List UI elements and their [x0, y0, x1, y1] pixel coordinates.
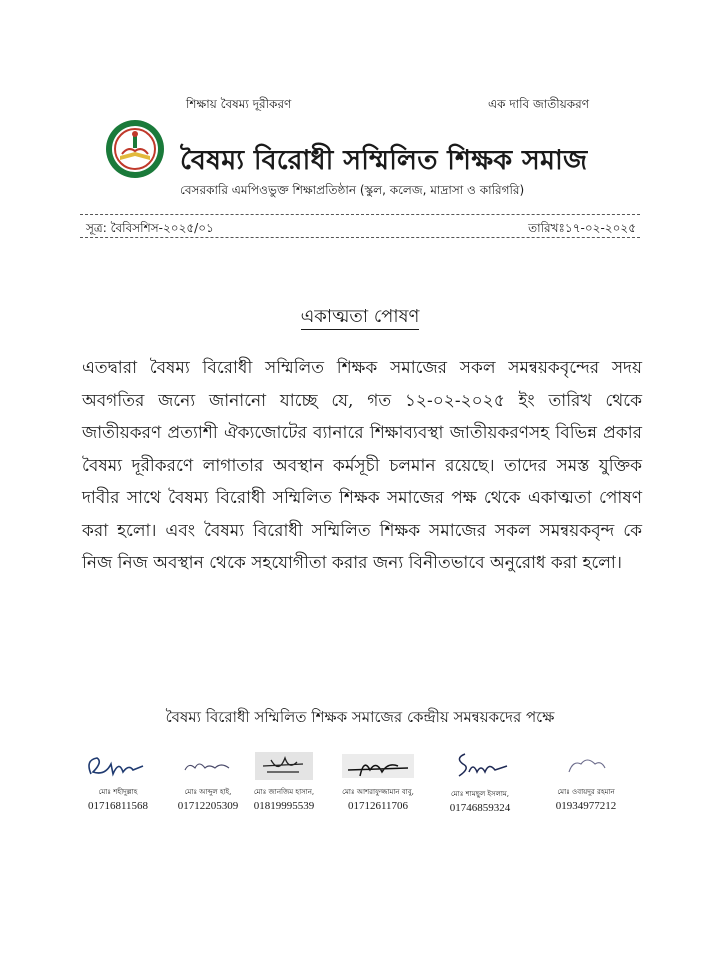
organization-title: বৈষম্য বিরোধী সম্মিলিত শিক্ষক সমাজ	[180, 145, 588, 176]
signatory-phone: 01716811568	[87, 800, 149, 812]
signatory-1	[70, 750, 166, 812]
letter-date: তারিখঃ১৭-০২-২০২৫	[528, 221, 636, 235]
signature-2-image	[173, 750, 243, 782]
signatory-6	[538, 750, 634, 812]
signature-1-image	[83, 750, 153, 782]
document-title-text: একাত্মতা পোষণ	[301, 306, 420, 330]
divider-top	[80, 214, 640, 215]
signatory-3	[236, 750, 332, 812]
circular-emblem-with-open-book-icon	[104, 118, 166, 180]
signatory-name: মোঃ জানজিম হাসান,	[253, 788, 315, 796]
signatory-4	[330, 750, 426, 812]
signatory-name: মোঃ শামছুল ইসলাম,	[450, 790, 510, 798]
signature-6-image	[551, 750, 621, 782]
reference-number: সূত্র: বৈবিসশিস-২০২৫/০১	[86, 221, 214, 235]
signatory-name: মোঃ আব্দুল হাই,	[184, 788, 232, 796]
signatory-name: মোঃ ওবায়দুর রহমান	[557, 788, 615, 796]
signatory-name: মোঃ শহীদুল্লাহ	[98, 788, 138, 796]
signature-5-image	[445, 750, 515, 784]
signatory-phone: 01934977212	[555, 800, 617, 812]
signatory-5	[432, 750, 528, 814]
on-behalf-line: বৈষম্য বিরোধী সম্মিলিত শিক্ষক সমাজের কেন্দ্রীয় সমন্বয়কদের পক্ষে	[165, 708, 555, 726]
signature-4-image	[340, 750, 416, 782]
slogan-right: এক দাবি জাতীয়করণ	[488, 97, 590, 111]
slogan-left: শিক্ষায় বৈষম্য দূরীকরণ	[186, 97, 292, 111]
document-title	[0, 302, 720, 333]
signatory-phone: 01819995539	[253, 800, 315, 812]
signatory-name: মোঃ আশরাফুজ্জামান বাবু,	[342, 788, 414, 796]
signatory-phone: 01712205309	[177, 800, 239, 812]
signature-3-image	[249, 750, 319, 782]
signatory-phone: 01746859324	[449, 802, 511, 814]
organization-subtitle: বেসরকারি এমপিওভুক্ত শিক্ষাপ্রতিষ্ঠান (স্কুল, কলেজ, মাদ্রাসা ও কারিগরি)	[180, 183, 525, 197]
signatory-phone: 01712611706	[347, 800, 409, 812]
divider-bottom	[80, 237, 640, 238]
letter-body: এতদ্বারা বৈষম্য বিরোধী সম্মিলিত শিক্ষক সমাজের সকল সমন্বয়কবৃন্দের সদয় অবগতির জন্যে জানানো যাচ্ছে যে, গত ১২-০২-২০২৫ ইং তারিখ থেকে জাতীয়করণ প্রত্যাশী ঐক্যজোটের ব্যানারে শিক্ষাব্যবস্থা জাতীয়করণসহ বিভিন্ন প্রকার বৈষম্য দূরীকরণে লাগাতার অবস্থান কর্মসূচী চলমান রয়েছে। তাদের সমস্ত যুক্তিক দাবীর সাথে বৈষম্য বিরোধী সম্মিলিত শিক্ষক সমাজের পক্ষ থেকে একাত্মতা পোষণ করা হলো। এবং বৈষম্য বিরোধী সম্মিলিত শিক্ষক সমাজের সকল সমন্বয়কবৃন্দ কে নিজ নিজ অবস্থান থেকে সহযোগীতা করার জন্য বিনীতভাবে অনুরোধ করা হলো।	[82, 358, 642, 573]
